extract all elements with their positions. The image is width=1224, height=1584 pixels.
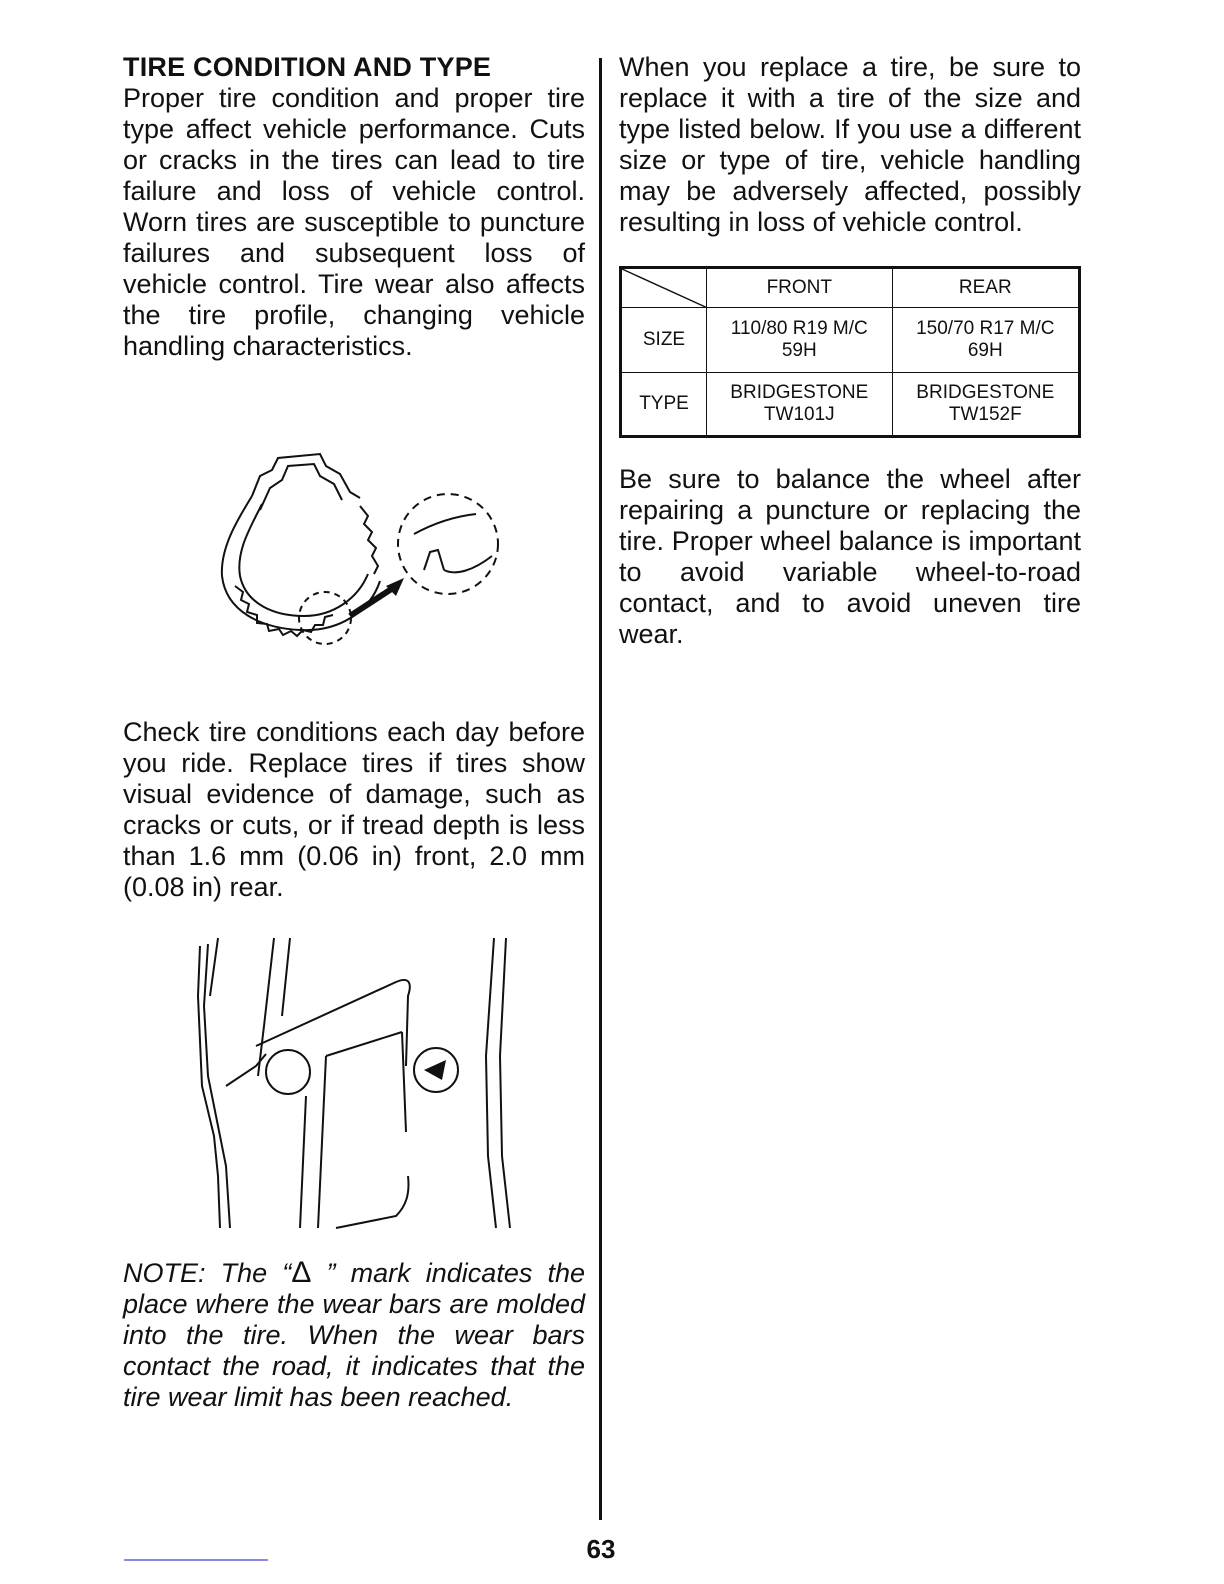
tire-spec-table bbox=[619, 266, 1081, 438]
type-rear-line2: TW152F bbox=[948, 403, 1022, 425]
tire-cross-section-figure bbox=[200, 436, 510, 658]
type-rear-line1: BRIDGESTONE bbox=[916, 381, 1055, 403]
column-divider bbox=[599, 58, 602, 1520]
type-rear-cell bbox=[892, 372, 1079, 436]
note-prefix: NOTE: The “ bbox=[123, 1258, 292, 1288]
replace-block bbox=[619, 52, 1081, 238]
balance-paragraph: Be sure to balance the wheel after repairing a puncture or replacing the tire. Proper wheel balance is important to avoid variable wheel-to-road contact, and to avoid uneven tire wear. bbox=[619, 464, 1081, 649]
triangle-mark-icon: Δ bbox=[291, 1256, 312, 1289]
type-front-line2: TW101J bbox=[763, 403, 835, 425]
balance-block bbox=[619, 464, 1081, 650]
size-rear-line2: 69H bbox=[967, 339, 1003, 361]
type-front-cell bbox=[707, 372, 893, 436]
page-number: 63 bbox=[586, 1534, 616, 1564]
diagonal-line-icon bbox=[622, 269, 706, 307]
row-label-type: TYPE bbox=[621, 372, 707, 436]
table-header-row bbox=[621, 268, 1080, 308]
table-row-type bbox=[621, 372, 1080, 436]
size-front-line2: 59H bbox=[781, 339, 817, 361]
size-front-cell bbox=[707, 308, 893, 372]
header-front: FRONT bbox=[707, 268, 893, 308]
wear-bar-figure bbox=[196, 936, 512, 1232]
note-paragraph bbox=[123, 1258, 585, 1413]
footer-rule bbox=[124, 1559, 268, 1561]
row-label-size: SIZE bbox=[621, 308, 707, 372]
intro-paragraph: Proper tire condition and proper tire type affect vehicle performance. Cuts or cracks in the tires can lead to tire failure and loss of vehicle control. Worn tires are susceptible to puncture failures and subsequent loss of vehicle control. Tire wear also affects the tire profile, changing vehicle handling characteristics. bbox=[123, 83, 585, 361]
note-block bbox=[123, 1258, 585, 1413]
left-column-top bbox=[123, 52, 585, 362]
size-rear-line1: 150/70 R17 M/C bbox=[916, 317, 1055, 339]
check-paragraph-block bbox=[123, 717, 585, 903]
section-heading: TIRE CONDITION AND TYPE bbox=[123, 52, 492, 82]
check-paragraph: Check tire conditions each day before you ride. Replace tires if tires show visual evidence of damage, such as cracks or cuts, or if tread depth is less than 1.6 mm (0.06 in) front, 2.0 mm (0.08 in) rear. bbox=[123, 717, 585, 902]
size-rear-cell bbox=[892, 308, 1079, 372]
note-suffix: ” mark indicates the place where the wear bars are molded into the tire. When the wear bars contact the road, it indicates that the tire wear limit has been reached. bbox=[123, 1258, 586, 1412]
header-rear: REAR bbox=[892, 268, 1079, 308]
type-front-line1: BRIDGESTONE bbox=[730, 381, 869, 403]
size-front-line1: 110/80 R19 M/C bbox=[730, 317, 868, 339]
replace-paragraph: When you replace a tire, be sure to replace it with a tire of the size and type listed below. If you use a different size or type of tire, vehicle handling may be adversely affected, possibly resulting in loss of vehicle control. bbox=[619, 52, 1081, 237]
table-row-size bbox=[621, 308, 1080, 372]
table-corner-cell bbox=[621, 268, 707, 308]
